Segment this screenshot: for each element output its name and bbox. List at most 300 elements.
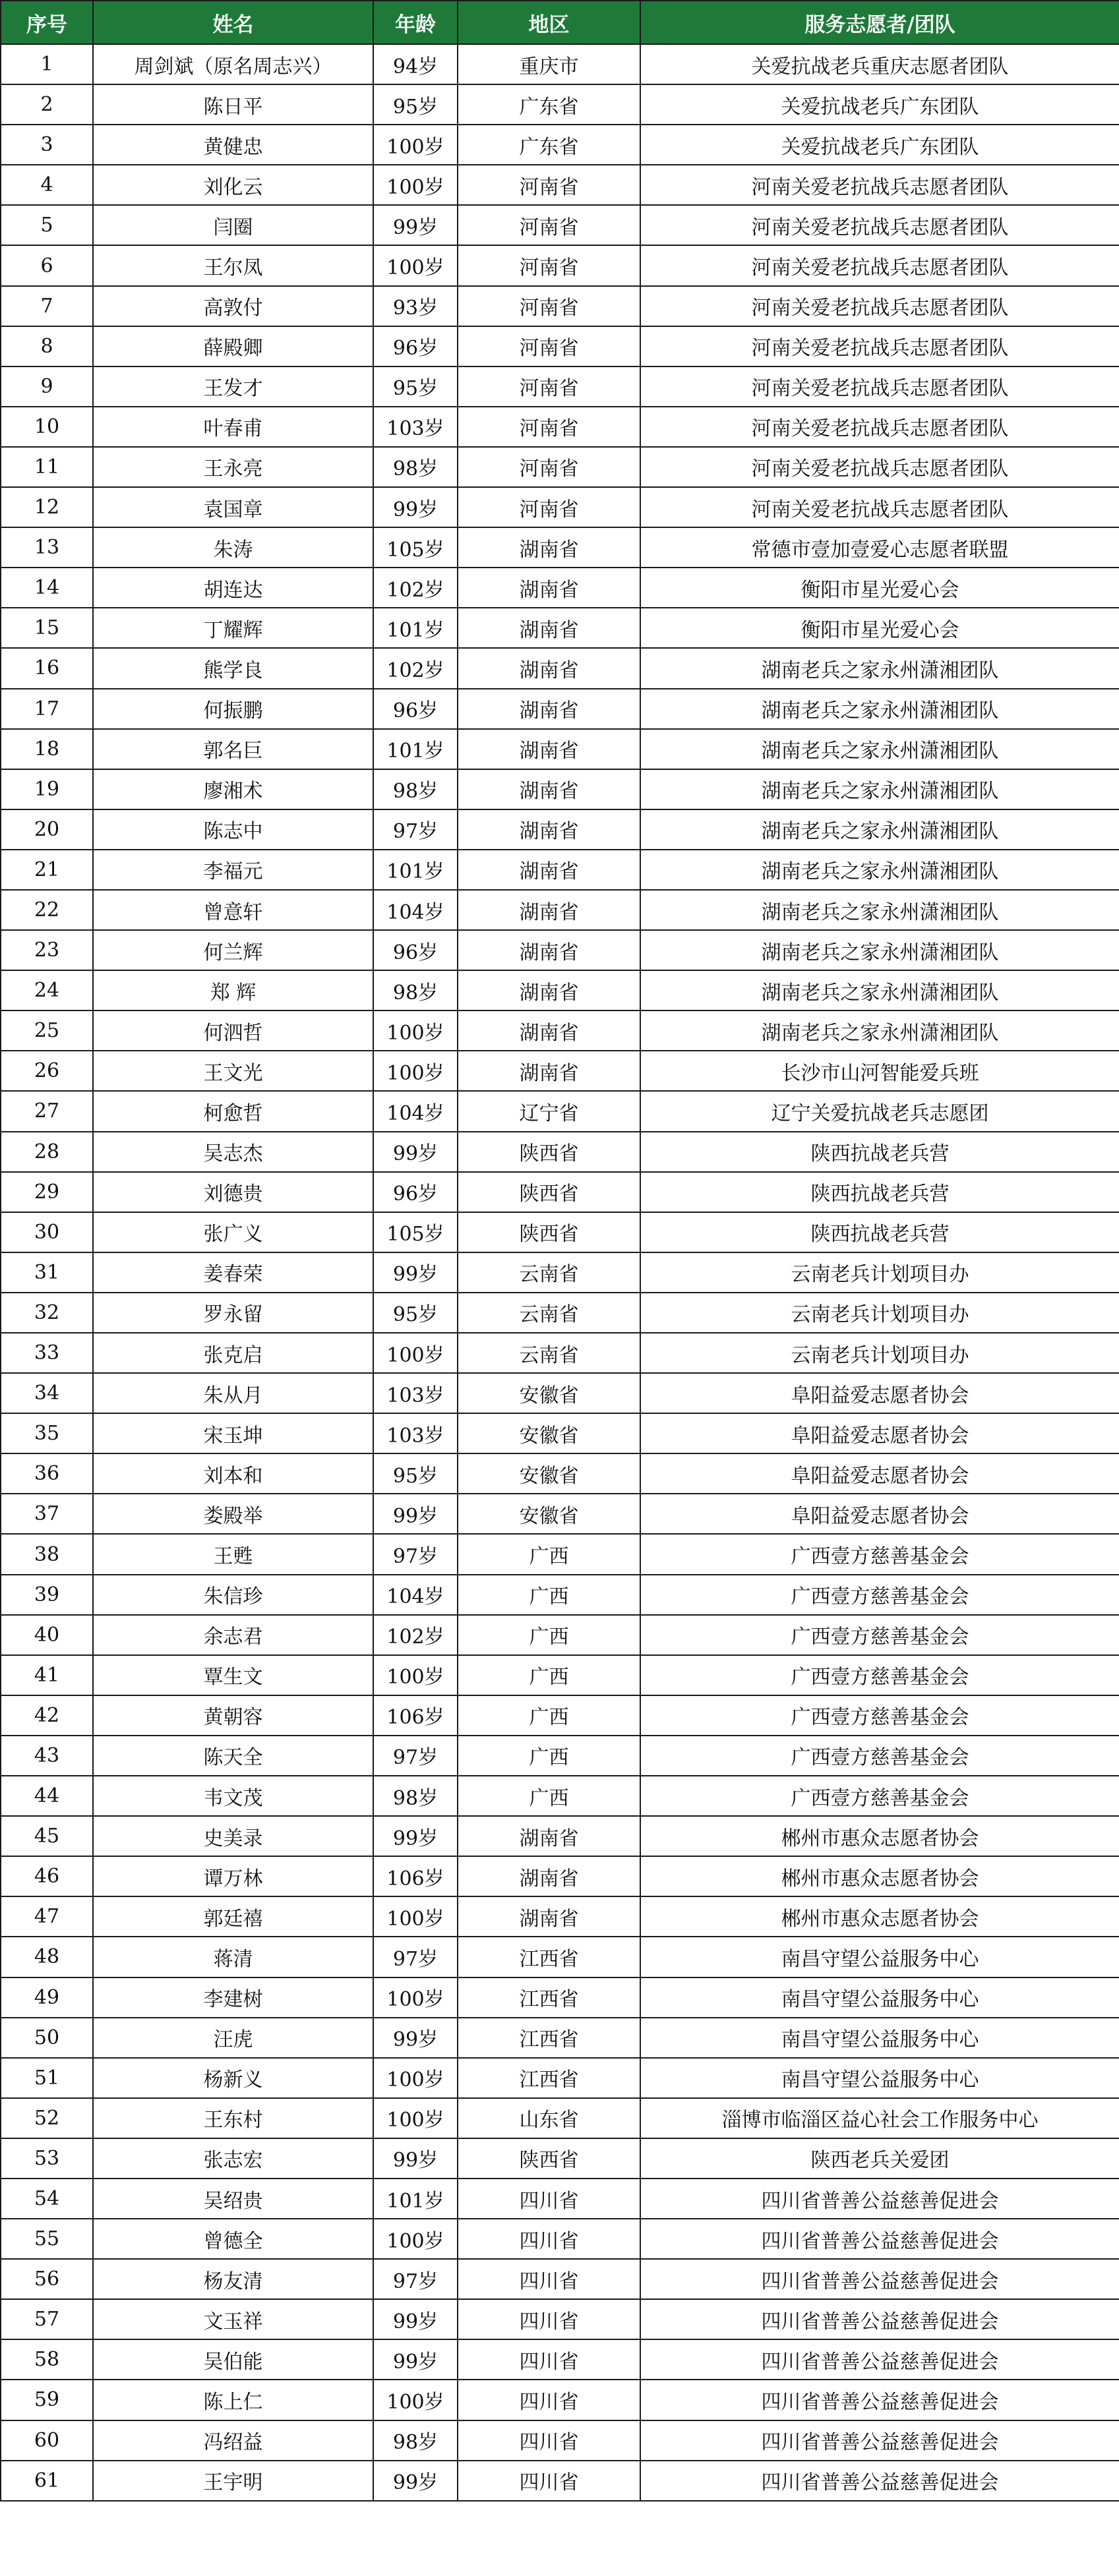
cell-no: 6 (1, 245, 93, 285)
cell-team: 湖南老兵之家永州潇湘团队 (640, 689, 1119, 729)
cell-region: 湖南省 (458, 769, 640, 809)
cell-name: 张广义 (93, 1212, 373, 1252)
cell-team: 河南关爱老抗战兵志愿者团队 (640, 205, 1119, 245)
table-row (1, 1132, 1119, 1172)
cell-no: 1 (1, 44, 93, 84)
table-row (1, 1373, 1119, 1413)
cell-team: 广西壹方慈善基金会 (640, 1575, 1119, 1615)
cell-team: 河南关爱老抗战兵志愿者团队 (640, 286, 1119, 326)
cell-no: 25 (1, 1010, 93, 1051)
cell-no: 9 (1, 366, 93, 407)
cell-name: 王东村 (93, 2098, 373, 2138)
cell-name: 姜春荣 (93, 1252, 373, 1293)
table-row (1, 1534, 1119, 1574)
cell-age: 95岁 (373, 1453, 458, 1494)
cell-no: 43 (1, 1736, 93, 1776)
table-row (1, 1655, 1119, 1695)
table-row (1, 1172, 1119, 1212)
cell-name: 张克启 (93, 1333, 373, 1373)
table-row (1, 729, 1119, 769)
table-row (1, 1413, 1119, 1453)
cell-age: 97岁 (373, 1937, 458, 1977)
cell-no: 44 (1, 1776, 93, 1816)
cell-region: 江西省 (458, 1937, 640, 1977)
cell-team: 阜阳益爱志愿者协会 (640, 1373, 1119, 1413)
cell-name: 娄殿举 (93, 1494, 373, 1534)
cell-team: 广西壹方慈善基金会 (640, 1736, 1119, 1776)
table-row (1, 769, 1119, 809)
table-row (1, 125, 1119, 165)
cell-region: 广东省 (458, 84, 640, 125)
table-row (1, 1856, 1119, 1896)
cell-region: 四川省 (458, 2259, 640, 2299)
table-body (1, 44, 1119, 2501)
cell-name: 李福元 (93, 850, 373, 890)
cell-age: 100岁 (373, 1977, 458, 2018)
cell-team: 陕西抗战老兵营 (640, 1172, 1119, 1212)
cell-team: 南昌守望公益服务中心 (640, 1937, 1119, 1977)
cell-region: 江西省 (458, 2018, 640, 2058)
cell-name: 刘化云 (93, 165, 373, 205)
cell-region: 河南省 (458, 245, 640, 285)
table-row (1, 366, 1119, 407)
cell-no: 26 (1, 1051, 93, 1091)
cell-age: 101岁 (373, 850, 458, 890)
cell-name: 余志君 (93, 1615, 373, 1655)
cell-team: 湖南老兵之家永州潇湘团队 (640, 769, 1119, 809)
cell-no: 19 (1, 769, 93, 809)
cell-age: 99岁 (373, 1132, 458, 1172)
cell-age: 98岁 (373, 447, 458, 487)
table-row (1, 1212, 1119, 1252)
table-row (1, 930, 1119, 970)
cell-no: 38 (1, 1534, 93, 1574)
cell-no: 17 (1, 689, 93, 729)
cell-age: 99岁 (373, 2299, 458, 2339)
cell-name: 柯愈哲 (93, 1091, 373, 1131)
cell-team: 云南老兵计划项目办 (640, 1293, 1119, 1333)
table-row (1, 1575, 1119, 1615)
cell-name: 吴伯能 (93, 2339, 373, 2380)
cell-region: 四川省 (458, 2420, 640, 2461)
cell-name: 韦文茂 (93, 1776, 373, 1816)
cell-name: 史美录 (93, 1816, 373, 1856)
cell-name: 刘德贵 (93, 1172, 373, 1212)
cell-region: 广西 (458, 1534, 640, 1574)
cell-region: 安徽省 (458, 1494, 640, 1534)
cell-age: 100岁 (373, 1655, 458, 1695)
cell-no: 33 (1, 1333, 93, 1373)
table-row (1, 1333, 1119, 1373)
cell-age: 100岁 (373, 1896, 458, 1937)
cell-age: 99岁 (373, 1816, 458, 1856)
cell-name: 何振鹏 (93, 689, 373, 729)
cell-name: 杨友清 (93, 2259, 373, 2299)
cell-age: 104岁 (373, 1091, 458, 1131)
cell-team: 广西壹方慈善基金会 (640, 1776, 1119, 1816)
cell-age: 100岁 (373, 245, 458, 285)
cell-region: 河南省 (458, 286, 640, 326)
cell-no: 48 (1, 1937, 93, 1977)
cell-region: 湖南省 (458, 1816, 640, 1856)
cell-team: 河南关爱老抗战兵志愿者团队 (640, 407, 1119, 447)
cell-name: 曾意轩 (93, 890, 373, 930)
table-row (1, 44, 1119, 84)
cell-age: 102岁 (373, 568, 458, 608)
cell-no: 50 (1, 2018, 93, 2058)
cell-region: 河南省 (458, 366, 640, 407)
table-row (1, 2098, 1119, 2138)
cell-region: 云南省 (458, 1252, 640, 1293)
cell-region: 河南省 (458, 447, 640, 487)
cell-team: 关爱抗战老兵广东团队 (640, 84, 1119, 125)
cell-age: 100岁 (373, 1010, 458, 1051)
table-row (1, 2259, 1119, 2299)
cell-age: 98岁 (373, 1776, 458, 1816)
cell-region: 四川省 (458, 2339, 640, 2380)
cell-region: 湖南省 (458, 527, 640, 568)
cell-team: 郴州市惠众志愿者协会 (640, 1896, 1119, 1937)
cell-name: 谭万林 (93, 1856, 373, 1896)
table-row (1, 205, 1119, 245)
cell-name: 陈日平 (93, 84, 373, 125)
cell-region: 湖南省 (458, 1010, 640, 1051)
cell-no: 22 (1, 890, 93, 930)
cell-name: 文玉祥 (93, 2299, 373, 2339)
cell-team: 阜阳益爱志愿者协会 (640, 1453, 1119, 1494)
cell-name: 朱信珍 (93, 1575, 373, 1615)
cell-team: 湖南老兵之家永州潇湘团队 (640, 850, 1119, 890)
cell-team: 阜阳益爱志愿者协会 (640, 1494, 1119, 1534)
cell-team: 河南关爱老抗战兵志愿者团队 (640, 447, 1119, 487)
cell-no: 35 (1, 1413, 93, 1453)
cell-team: 四川省普善公益慈善促进会 (640, 2259, 1119, 2299)
cell-region: 湖南省 (458, 729, 640, 769)
cell-no: 59 (1, 2380, 93, 2420)
cell-age: 96岁 (373, 326, 458, 366)
table-row (1, 2058, 1119, 2098)
cell-region: 江西省 (458, 1977, 640, 2018)
table-row (1, 2420, 1119, 2461)
table-row (1, 84, 1119, 125)
cell-no: 21 (1, 850, 93, 890)
table-row (1, 1293, 1119, 1333)
cell-no: 13 (1, 527, 93, 568)
cell-team: 陕西抗战老兵营 (640, 1132, 1119, 1172)
cell-team: 四川省普善公益慈善促进会 (640, 2219, 1119, 2259)
cell-team: 云南老兵计划项目办 (640, 1252, 1119, 1293)
cell-name: 何泗哲 (93, 1010, 373, 1051)
table-row (1, 2138, 1119, 2179)
cell-team: 衡阳市星光爱心会 (640, 568, 1119, 608)
cell-team: 南昌守望公益服务中心 (640, 2018, 1119, 2058)
cell-name: 陈志中 (93, 809, 373, 850)
cell-region: 湖南省 (458, 648, 640, 688)
cell-age: 100岁 (373, 1333, 458, 1373)
cell-region: 辽宁省 (458, 1091, 640, 1131)
cell-age: 101岁 (373, 729, 458, 769)
cell-age: 100岁 (373, 2098, 458, 2138)
cell-region: 安徽省 (458, 1373, 640, 1413)
cell-age: 100岁 (373, 125, 458, 165)
cell-name: 周剑斌（原名周志兴） (93, 44, 373, 84)
cell-no: 37 (1, 1494, 93, 1534)
cell-region: 湖南省 (458, 890, 640, 930)
cell-age: 97岁 (373, 809, 458, 850)
cell-region: 河南省 (458, 407, 640, 447)
table-row (1, 2339, 1119, 2380)
cell-age: 100岁 (373, 2058, 458, 2098)
table-row (1, 1453, 1119, 1494)
cell-name: 王甦 (93, 1534, 373, 1574)
cell-region: 四川省 (458, 2299, 640, 2339)
cell-team: 南昌守望公益服务中心 (640, 2058, 1119, 2098)
cell-name: 冯绍益 (93, 2420, 373, 2461)
cell-team: 四川省普善公益慈善促进会 (640, 2179, 1119, 2219)
cell-age: 99岁 (373, 205, 458, 245)
table-row (1, 447, 1119, 487)
cell-no: 55 (1, 2219, 93, 2259)
cell-region: 广西 (458, 1776, 640, 1816)
table-row (1, 568, 1119, 608)
cell-age: 100岁 (373, 1051, 458, 1091)
cell-no: 61 (1, 2461, 93, 2501)
cell-name: 朱涛 (93, 527, 373, 568)
cell-age: 104岁 (373, 890, 458, 930)
cell-age: 104岁 (373, 1575, 458, 1615)
cell-team: 湖南老兵之家永州潇湘团队 (640, 648, 1119, 688)
cell-region: 湖南省 (458, 1896, 640, 1937)
cell-name: 郭名巨 (93, 729, 373, 769)
table-row (1, 1051, 1119, 1091)
cell-age: 101岁 (373, 608, 458, 648)
table-row (1, 527, 1119, 568)
cell-name: 罗永留 (93, 1293, 373, 1333)
cell-no: 4 (1, 165, 93, 205)
header-row (1, 1, 1119, 44)
cell-age: 96岁 (373, 1172, 458, 1212)
cell-no: 16 (1, 648, 93, 688)
cell-age: 95岁 (373, 84, 458, 125)
cell-name: 汪虎 (93, 2018, 373, 2058)
table-row (1, 487, 1119, 527)
cell-region: 湖南省 (458, 608, 640, 648)
cell-name: 陈上仁 (93, 2380, 373, 2420)
cell-age: 97岁 (373, 1736, 458, 1776)
cell-region: 四川省 (458, 2179, 640, 2219)
table-row (1, 1010, 1119, 1051)
cell-no: 56 (1, 2259, 93, 2299)
cell-no: 52 (1, 2098, 93, 2138)
cell-no: 51 (1, 2058, 93, 2098)
cell-age: 95岁 (373, 1293, 458, 1333)
cell-age: 99岁 (373, 2138, 458, 2179)
cell-no: 2 (1, 84, 93, 125)
cell-age: 103岁 (373, 1373, 458, 1413)
cell-age: 99岁 (373, 2018, 458, 2058)
cell-age: 106岁 (373, 1856, 458, 1896)
table-row (1, 1091, 1119, 1131)
cell-team: 陕西抗战老兵营 (640, 1212, 1119, 1252)
table-row (1, 2179, 1119, 2219)
cell-name: 闫圈 (93, 205, 373, 245)
cell-team: 河南关爱老抗战兵志愿者团队 (640, 487, 1119, 527)
cell-age: 105岁 (373, 1212, 458, 1252)
cell-no: 42 (1, 1695, 93, 1736)
table-row (1, 245, 1119, 285)
cell-no: 53 (1, 2138, 93, 2179)
cell-name: 李建树 (93, 1977, 373, 2018)
cell-region: 广西 (458, 1615, 640, 1655)
cell-team: 湖南老兵之家永州潇湘团队 (640, 890, 1119, 930)
table-row (1, 165, 1119, 205)
cell-team: 湖南老兵之家永州潇湘团队 (640, 809, 1119, 850)
cell-team: 湖南老兵之家永州潇湘团队 (640, 970, 1119, 1010)
cell-age: 96岁 (373, 930, 458, 970)
cell-team: 广西壹方慈善基金会 (640, 1695, 1119, 1736)
table-row (1, 2461, 1119, 2501)
cell-no: 54 (1, 2179, 93, 2219)
table-row (1, 407, 1119, 447)
header-age: 年龄 (373, 1, 458, 44)
cell-no: 49 (1, 1977, 93, 2018)
cell-age: 105岁 (373, 527, 458, 568)
header-region: 地区 (458, 1, 640, 44)
cell-age: 100岁 (373, 2219, 458, 2259)
cell-region: 广西 (458, 1575, 640, 1615)
cell-team: 衡阳市星光爱心会 (640, 608, 1119, 648)
table-row (1, 608, 1119, 648)
cell-team: 南昌守望公益服务中心 (640, 1977, 1119, 2018)
header-team: 服务志愿者/团队 (640, 1, 1119, 44)
cell-age: 102岁 (373, 1615, 458, 1655)
cell-team: 云南老兵计划项目办 (640, 1333, 1119, 1373)
cell-team: 关爱抗战老兵广东团队 (640, 125, 1119, 165)
cell-name: 王发才 (93, 366, 373, 407)
cell-age: 101岁 (373, 2179, 458, 2219)
cell-name: 张志宏 (93, 2138, 373, 2179)
table-row (1, 286, 1119, 326)
cell-name: 王宇明 (93, 2461, 373, 2501)
cell-no: 28 (1, 1132, 93, 1172)
table-row (1, 2299, 1119, 2339)
cell-team: 陕西老兵关爱团 (640, 2138, 1119, 2179)
cell-no: 10 (1, 407, 93, 447)
cell-name: 叶春甫 (93, 407, 373, 447)
cell-age: 99岁 (373, 2461, 458, 2501)
cell-name: 薛殿卿 (93, 326, 373, 366)
cell-age: 97岁 (373, 1534, 458, 1574)
cell-team: 四川省普善公益慈善促进会 (640, 2420, 1119, 2461)
table-row (1, 1736, 1119, 1776)
cell-name: 何兰辉 (93, 930, 373, 970)
table-row (1, 1896, 1119, 1937)
table-row (1, 1695, 1119, 1736)
cell-name: 宋玉坤 (93, 1413, 373, 1453)
cell-team: 关爱抗战老兵重庆志愿者团队 (640, 44, 1119, 84)
cell-name: 王文光 (93, 1051, 373, 1091)
cell-team: 河南关爱老抗战兵志愿者团队 (640, 366, 1119, 407)
cell-name: 蒋清 (93, 1937, 373, 1977)
cell-name: 丁耀辉 (93, 608, 373, 648)
table-row (1, 1494, 1119, 1534)
cell-age: 94岁 (373, 44, 458, 84)
cell-team: 湖南老兵之家永州潇湘团队 (640, 1010, 1119, 1051)
cell-age: 99岁 (373, 2339, 458, 2380)
cell-team: 河南关爱老抗战兵志愿者团队 (640, 326, 1119, 366)
table-row (1, 850, 1119, 890)
cell-team: 广西壹方慈善基金会 (640, 1655, 1119, 1695)
cell-age: 96岁 (373, 689, 458, 729)
cell-name: 郑 辉 (93, 970, 373, 1010)
cell-region: 四川省 (458, 2219, 640, 2259)
cell-no: 32 (1, 1293, 93, 1333)
cell-no: 39 (1, 1575, 93, 1615)
cell-region: 湖南省 (458, 1051, 640, 1091)
cell-region: 安徽省 (458, 1453, 640, 1494)
cell-age: 98岁 (373, 769, 458, 809)
cell-region: 陕西省 (458, 1172, 640, 1212)
cell-team: 湖南老兵之家永州潇湘团队 (640, 729, 1119, 769)
cell-region: 河南省 (458, 165, 640, 205)
cell-age: 98岁 (373, 2420, 458, 2461)
cell-name: 廖湘术 (93, 769, 373, 809)
cell-region: 安徽省 (458, 1413, 640, 1453)
cell-team: 四川省普善公益慈善促进会 (640, 2380, 1119, 2420)
cell-region: 陕西省 (458, 1132, 640, 1172)
cell-age: 100岁 (373, 165, 458, 205)
cell-region: 河南省 (458, 326, 640, 366)
cell-name: 黄健忠 (93, 125, 373, 165)
cell-no: 11 (1, 447, 93, 487)
cell-team: 辽宁关爱抗战老兵志愿团 (640, 1091, 1119, 1131)
cell-no: 41 (1, 1655, 93, 1695)
cell-team: 淄博市临淄区益心社会工作服务中心 (640, 2098, 1119, 2138)
cell-no: 45 (1, 1816, 93, 1856)
cell-name: 吴绍贵 (93, 2179, 373, 2219)
table-row (1, 890, 1119, 930)
cell-team: 广西壹方慈善基金会 (640, 1615, 1119, 1655)
cell-team: 四川省普善公益慈善促进会 (640, 2299, 1119, 2339)
cell-no: 34 (1, 1373, 93, 1413)
cell-region: 广西 (458, 1736, 640, 1776)
header-name: 姓名 (93, 1, 373, 44)
cell-region: 陕西省 (458, 1212, 640, 1252)
cell-no: 31 (1, 1252, 93, 1293)
cell-region: 四川省 (458, 2380, 640, 2420)
cell-region: 河南省 (458, 205, 640, 245)
cell-name: 袁国章 (93, 487, 373, 527)
cell-region: 云南省 (458, 1333, 640, 1373)
cell-team: 河南关爱老抗战兵志愿者团队 (640, 245, 1119, 285)
cell-no: 7 (1, 286, 93, 326)
cell-age: 93岁 (373, 286, 458, 326)
cell-no: 57 (1, 2299, 93, 2339)
cell-team: 郴州市惠众志愿者协会 (640, 1816, 1119, 1856)
cell-name: 熊学良 (93, 648, 373, 688)
cell-team: 四川省普善公益慈善促进会 (640, 2339, 1119, 2380)
cell-name: 王永亮 (93, 447, 373, 487)
cell-age: 99岁 (373, 1494, 458, 1534)
cell-no: 18 (1, 729, 93, 769)
cell-team: 阜阳益爱志愿者协会 (640, 1413, 1119, 1453)
cell-name: 郭廷禧 (93, 1896, 373, 1937)
table-row (1, 648, 1119, 688)
cell-no: 30 (1, 1212, 93, 1252)
cell-team: 广西壹方慈善基金会 (640, 1534, 1119, 1574)
cell-region: 重庆市 (458, 44, 640, 84)
cell-no: 14 (1, 568, 93, 608)
